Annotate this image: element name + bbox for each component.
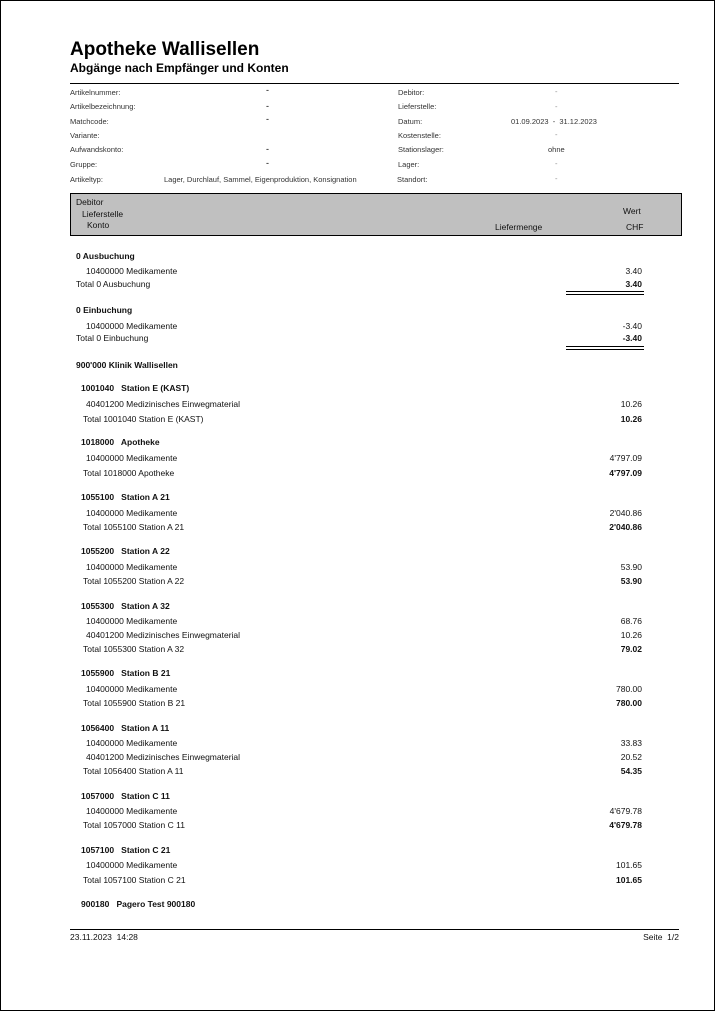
account-line-label: 10400000 Medikamente xyxy=(86,266,178,276)
account-line-label: 10400000 Medikamente xyxy=(86,616,178,626)
account-line-value: 101.65 xyxy=(616,860,642,870)
account-line-value: -3.40 xyxy=(622,321,642,331)
total-value: 4'679.78 xyxy=(609,820,642,830)
account-line-label: 10400000 Medikamente xyxy=(86,860,178,870)
filter-value-artikeltyp: Lager, Durchlauf, Sammel, Eigenproduktion, Konsignation xyxy=(164,175,357,184)
total-value: 780.00 xyxy=(616,698,642,708)
group-heading: 1055200 Station A 22 xyxy=(81,546,170,556)
total-value: 53.90 xyxy=(620,576,642,586)
total-label: Total 1055200 Station A 22 xyxy=(83,576,185,586)
account-line-label: 10400000 Medikamente xyxy=(86,453,178,463)
filter-value-kostenstelle: - xyxy=(555,130,558,139)
filter-label-kostenstelle: Kostenstelle: xyxy=(398,131,441,140)
filter-label-variante: Variante: xyxy=(70,131,100,140)
total-label: Total 1057100 Station C 21 xyxy=(83,875,186,885)
total-label: Total 1056400 Station A 11 xyxy=(83,766,184,776)
section-heading: 0 Einbuchung xyxy=(76,305,133,315)
account-line-value: 33.83 xyxy=(620,738,642,748)
account-line-value: 20.52 xyxy=(620,752,642,762)
total-value: 10.26 xyxy=(620,414,642,424)
footer-page-number: Seite 1/2 xyxy=(643,932,679,942)
filter-label-debitor: Debitor: xyxy=(398,88,425,97)
account-line-label: 10400000 Medikamente xyxy=(86,684,178,694)
group-heading: 1057100 Station C 21 xyxy=(81,845,171,855)
double-underline xyxy=(566,291,644,295)
total-label: Total 0 Einbuchung xyxy=(76,333,149,343)
filter-value-artikelbezeichnung: - xyxy=(266,101,269,111)
total-label: Total 1018000 Apotheke xyxy=(83,468,175,478)
total-value: 4'797.09 xyxy=(609,468,642,478)
filter-label-aufwandskonto: Aufwandskonto: xyxy=(70,145,124,154)
account-line-value: 53.90 xyxy=(620,562,642,572)
account-line-label: 40401200 Medizinisches Einwegmaterial xyxy=(86,399,241,409)
group-heading: 1055100 Station A 21 xyxy=(81,492,170,502)
filter-label-matchcode: Matchcode: xyxy=(70,117,109,126)
total-label: Total 0 Ausbuchung xyxy=(76,279,151,289)
filter-value-standort: - xyxy=(555,174,558,183)
group-heading: 900180 Pagero Test 900180 xyxy=(81,899,196,909)
total-value: 101.65 xyxy=(616,875,642,885)
filter-label-artikelnummer: Artikelnummer: xyxy=(70,88,121,97)
account-line-label: 10400000 Medikamente xyxy=(86,562,178,572)
account-line-value: 2'040.86 xyxy=(609,508,642,518)
filter-value-datum: 01.09.2023 - 31.12.2023 xyxy=(511,117,597,126)
filter-label-artikeltyp: Artikeltyp: xyxy=(70,175,103,184)
total-label: Total 1055900 Station B 21 xyxy=(83,698,186,708)
section-heading: 0 Ausbuchung xyxy=(76,251,135,261)
account-line-value: 4'797.09 xyxy=(609,453,642,463)
section-heading: 900'000 Klinik Wallisellen xyxy=(76,360,178,370)
footer-timestamp: 23.11.2023 14:28 xyxy=(70,932,138,942)
group-heading: 1018000 Apotheke xyxy=(81,437,160,447)
total-label: Total 1001040 Station E (KAST) xyxy=(83,414,204,424)
filter-value-debitor: - xyxy=(555,87,558,96)
account-line-value: 10.26 xyxy=(620,399,642,409)
footer-divider xyxy=(70,929,679,930)
total-label: Total 1055100 Station A 21 xyxy=(83,522,185,532)
filter-label-stationslager: Stationslager: xyxy=(398,145,444,154)
total-value: 54.35 xyxy=(620,766,642,776)
filter-value-lieferstelle: - xyxy=(555,102,558,111)
filter-value-matchcode: - xyxy=(266,114,269,124)
total-label: Total 1055300 Station A 32 xyxy=(83,644,185,654)
filter-label-standort: Standort: xyxy=(397,175,428,184)
total-value: 79.02 xyxy=(620,644,642,654)
report-subtitle: Abgänge nach Empfänger und Konten xyxy=(70,61,289,75)
group-heading: 1055300 Station A 32 xyxy=(81,601,170,611)
report-title: Apotheke Wallisellen xyxy=(70,39,260,60)
total-value: 3.40 xyxy=(625,279,642,289)
header-divider xyxy=(70,83,679,84)
double-underline xyxy=(566,346,644,350)
group-heading: 1056400 Station A 11 xyxy=(81,723,170,733)
column-lieferstelle: Lieferstelle xyxy=(82,209,124,219)
column-konto: Konto xyxy=(87,220,110,230)
group-heading: 1057000 Station C 11 xyxy=(81,791,170,801)
account-line-value: 3.40 xyxy=(625,266,642,276)
account-line-label: 40401200 Medizinisches Einwegmaterial xyxy=(86,752,241,762)
account-line-label: 40401200 Medizinisches Einwegmaterial xyxy=(86,630,241,640)
filter-value-lager: - xyxy=(555,159,558,168)
column-header xyxy=(70,193,682,236)
total-value: 2'040.86 xyxy=(609,522,642,532)
column-wert: Wert xyxy=(623,206,641,216)
filter-label-lager: Lager: xyxy=(398,160,420,169)
filter-label-gruppe: Gruppe: xyxy=(70,160,98,169)
filter-label-lieferstelle: Lieferstelle: xyxy=(398,102,437,111)
account-line-label: 10400000 Medikamente xyxy=(86,321,178,331)
account-line-label: 10400000 Medikamente xyxy=(86,508,178,518)
column-currency: CHF xyxy=(626,222,644,232)
filter-label-artikelbezeichnung: Artikelbezeichnung: xyxy=(70,102,136,111)
filter-value-stationslager: ohne xyxy=(548,145,565,154)
account-line-label: 10400000 Medikamente xyxy=(86,738,178,748)
account-line-value: 780.00 xyxy=(616,684,642,694)
filter-label-datum: Datum: xyxy=(398,117,423,126)
account-line-label: 10400000 Medikamente xyxy=(86,806,178,816)
total-value: -3.40 xyxy=(622,333,642,343)
column-liefermenge: Liefermenge xyxy=(495,222,543,232)
account-line-value: 4'679.78 xyxy=(609,806,642,816)
group-heading: 1001040 Station E (KAST) xyxy=(81,383,190,393)
group-heading: 1055900 Station B 21 xyxy=(81,668,171,678)
column-debitor: Debitor xyxy=(76,197,104,207)
account-line-value: 68.76 xyxy=(620,616,642,626)
filter-value-artikelnummer: - xyxy=(266,85,269,95)
total-label: Total 1057000 Station C 11 xyxy=(83,820,185,830)
filter-value-gruppe: - xyxy=(266,158,269,168)
filter-value-aufwandskonto: - xyxy=(266,144,269,154)
account-line-value: 10.26 xyxy=(620,630,642,640)
